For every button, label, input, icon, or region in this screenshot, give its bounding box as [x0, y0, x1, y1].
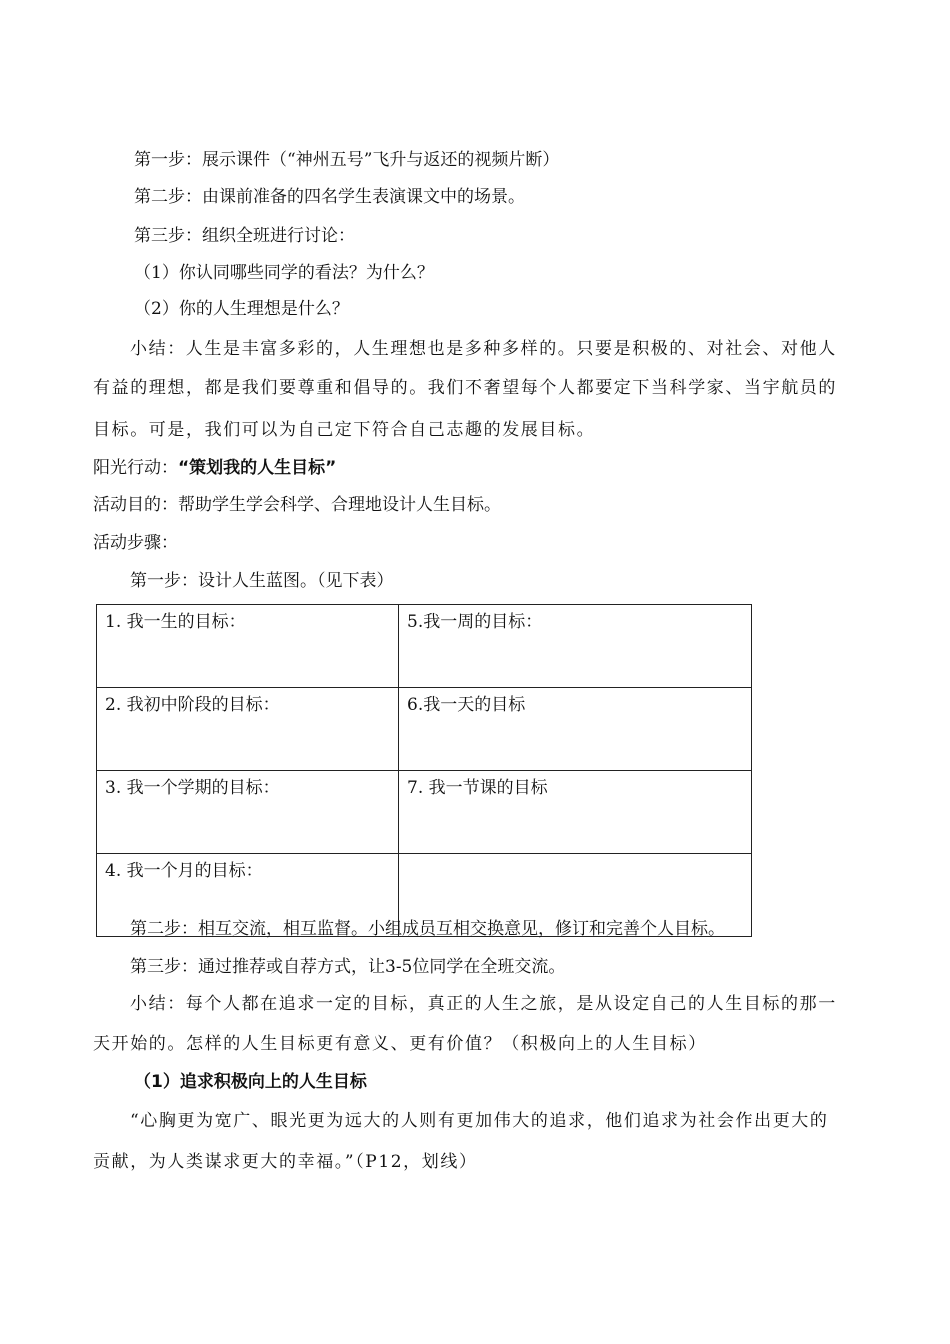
step-2-exchange: 第二步：相互交流，相互监督。小组成员互相交换意见，修订和完善个人目标。 — [130, 919, 725, 939]
summary-1-line-2: 有益的理想，都是我们要尊重和倡导的。我们不奢望每个人都要定下当科学家、当宇航员的 — [93, 378, 837, 398]
summary-2-line-2: 天开始的。怎样的人生目标更有意义、更有价值？（积极向上的人生目标） — [93, 1034, 707, 1054]
action-prefix: 阳光行动： — [93, 458, 178, 478]
table-row — [97, 688, 752, 771]
table-cell: 7. 我一节课的目标 — [399, 771, 752, 854]
goals-table — [96, 604, 752, 937]
summary-1-line-3: 目标。可是，我们可以为自己定下符合自己志趣的发展目标。 — [93, 420, 596, 440]
table-cell: 5.我一周的目标： — [399, 605, 752, 688]
summary-2-line-1: 小结：每个人都在追求一定的目标，真正的人生之旅，是从设定自己的人生目标的那一 — [130, 994, 837, 1014]
action-heading — [93, 457, 336, 479]
action-step-1: 第一步：设计人生蓝图。（见下表） — [130, 571, 394, 591]
table-cell: 4. 我一个月的目标： — [97, 854, 399, 937]
quote-line-1: “心胸更为宽广、眼光更为远大的人则有更加伟大的追求，他们追求为社会作出更大的 — [130, 1111, 829, 1131]
question-2: （2）你的人生理想是什么？ — [134, 299, 349, 319]
action-purpose: 活动目的：帮助学生学会科学、合理地设计人生目标。 — [93, 495, 501, 515]
table-row — [97, 605, 752, 688]
step-2-text: 第二步：由课前准备的四名学生表演课文中的场景。 — [134, 187, 525, 207]
action-title: “策划我的人生目标” — [178, 458, 337, 478]
table-cell: 1. 我一生的目标： — [97, 605, 399, 688]
section-heading: （1）追求积极向上的人生目标 — [134, 1072, 367, 1092]
table-row — [97, 771, 752, 854]
quote-line-2: 贡献，为人类谋求更大的幸福。”（P12，划线） — [93, 1152, 478, 1172]
step-3-share: 第三步：通过推荐或自荐方式，让3-5位同学在全班交流。 — [130, 957, 566, 977]
summary-1-line-1: 小结：人生是丰富多彩的，人生理想也是多种多样的。只要是积极的、对社会、对他人 — [130, 339, 837, 359]
action-steps-label: 活动步骤： — [93, 533, 178, 553]
step-3-text: 第三步：组织全班进行讨论： — [134, 226, 355, 246]
table-cell: 6.我一天的目标 — [399, 688, 752, 771]
table-cell: 2. 我初中阶段的目标： — [97, 688, 399, 771]
question-1: （1）你认同哪些同学的看法？为什么？ — [134, 263, 434, 283]
table-cell: 3. 我一个学期的目标： — [97, 771, 399, 854]
step-1-text: 第一步：展示课件（“神州五号”飞升与返还的视频片断） — [134, 150, 560, 170]
